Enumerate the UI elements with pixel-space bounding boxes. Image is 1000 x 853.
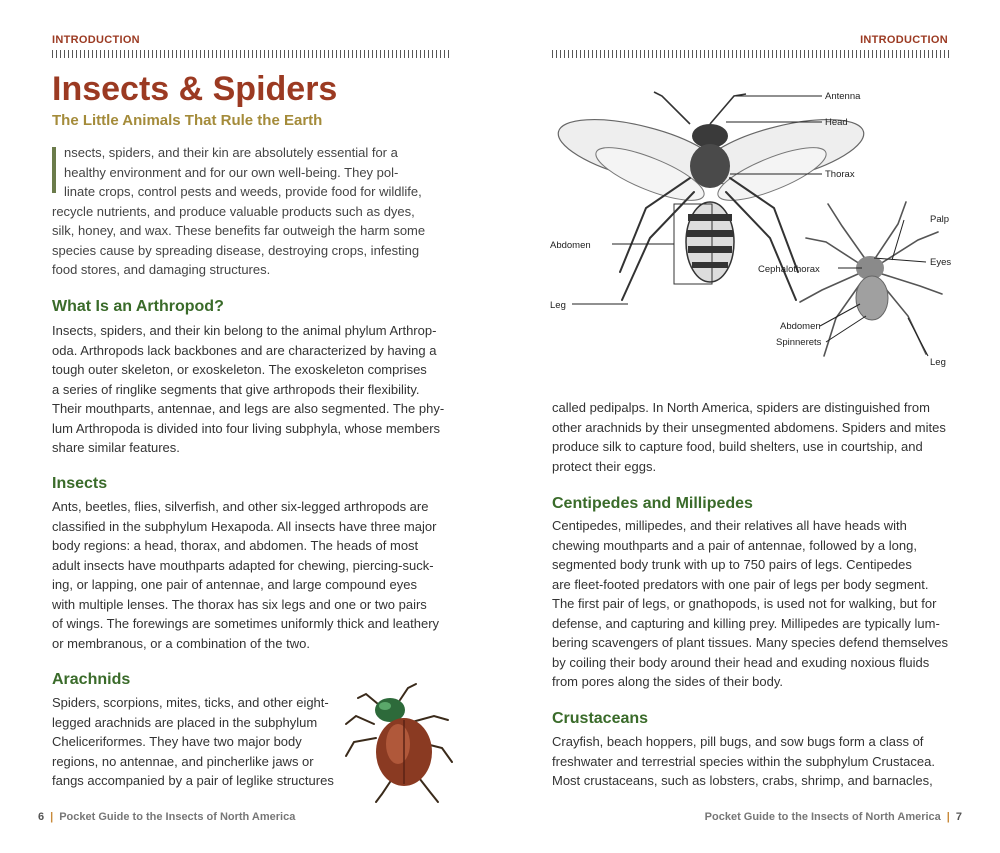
text-line: food stores, and damaging structures. xyxy=(52,262,271,277)
running-header: INTRODUCTION xyxy=(52,34,140,46)
section-body xyxy=(52,693,352,791)
footer-separator: | xyxy=(50,811,54,823)
text-line: linate crops, control pests and weeds, provide food for wildlife, xyxy=(64,184,422,199)
label-leg: Leg xyxy=(550,300,566,311)
label-spinnerets: Spinnerets xyxy=(776,337,822,348)
text-line: recycle nutrients, and produce valuable products such as dyes, xyxy=(52,203,415,219)
section-body xyxy=(552,732,962,791)
label-cephalothorax: Cephalothorax xyxy=(758,264,820,275)
text-line: with multiple lenses. The thorax has six legs and one or two pairs xyxy=(52,596,427,612)
text-line: bering scavengers of plant tissues. Many species defend themselves xyxy=(552,635,948,650)
section-body xyxy=(52,321,462,458)
right-page xyxy=(500,0,1000,853)
text-line: Crayfish, beach hoppers, pill bugs, and sow bugs form a class of xyxy=(552,734,924,749)
text-line: oda. Arthropods lack backbones and are characterized by having a xyxy=(52,342,437,358)
text-line: regions, no antennae, and pincherlike jaws or xyxy=(52,753,314,769)
text-line: The first pair of legs, or gnathopods, is used not for walking, but for xyxy=(552,596,937,611)
text-line: tough outer skeleton, or exoskeleton. The exoskeleton comprises xyxy=(52,362,427,377)
section-body xyxy=(52,497,462,653)
text-line: healthy environment and for our own well-being. They pol- xyxy=(64,164,399,180)
page-footer xyxy=(705,811,962,823)
text-line: Centipedes, millipedes, and their relatives all have heads with xyxy=(552,518,907,533)
text-line: chewing mouthparts and a pair of antennae, followed by a long, xyxy=(552,537,917,553)
text-line: species cause by spreading disease, destroying crops, infesting xyxy=(52,242,420,258)
text-line: Their mouthparts, antennae, and legs are also segmented. The phy- xyxy=(52,401,445,416)
text-line: called pedipalps. In North America, spiders are distinguished from xyxy=(552,400,930,415)
text-line: protect their eggs. xyxy=(552,458,657,474)
text-line: produce silk to capture food, build shelters, use in courtship, and xyxy=(552,439,923,454)
text-line: nsects, spiders, and their kin are absolutely essential for a xyxy=(64,145,398,160)
beetle-illustration xyxy=(338,676,460,806)
label-abdomen: Abdomen xyxy=(780,321,821,332)
label-antenna: Antenna xyxy=(825,91,861,102)
text-line: other arachnids by their unsegmented abdomens. Spiders and mites xyxy=(552,419,946,435)
label-leg: Leg xyxy=(930,357,946,368)
label-thorax: Thorax xyxy=(825,169,855,180)
page-footer xyxy=(38,811,295,823)
text-line: defense, and capturing and killing prey. Millipedes are typically lum- xyxy=(552,615,940,631)
header-rule xyxy=(552,50,950,58)
text-line: lum Arthropoda is divided into four living subphyla, whose members xyxy=(52,420,441,436)
text-line: freshwater and terrestrial species within the subphylum Crustacea. xyxy=(552,753,935,769)
label-palp: Palp xyxy=(930,214,950,225)
section-heading: Insects xyxy=(52,475,108,492)
text-line: Spiders, scorpions, mites, ticks, and other eight- xyxy=(52,695,329,710)
book-title: Pocket Guide to the Insects of North America xyxy=(59,811,296,823)
text-line: ing, or lapping, one pair of antennae, and large compound eyes xyxy=(52,577,417,592)
label-abdomen: Abdomen xyxy=(550,240,591,251)
label-eyes: Eyes xyxy=(930,257,952,268)
text-line: body regions: a head, thorax, and abdomen. The heads of most xyxy=(52,538,419,553)
text-line: of wings. The forewings are sometimes uniformly thick and leathery xyxy=(52,616,440,631)
text-line: share similar features. xyxy=(52,440,180,455)
book-title: Pocket Guide to the Insects of North America xyxy=(704,811,941,823)
text-line: Insects, spiders, and their kin belong to the animal phylum Arthrop- xyxy=(52,323,437,338)
intro-paragraph xyxy=(52,143,452,280)
running-header: INTRODUCTION xyxy=(860,34,948,46)
text-line: Cheliceriformes. They have two major body xyxy=(52,734,302,749)
text-line: Most crustaceans, such as lobsters, crabs, shrimp, and barnacles, xyxy=(552,773,933,788)
section-heading: Centipedes and Millipedes xyxy=(552,495,753,512)
text-line: from pores along the sides of their body. xyxy=(552,674,783,689)
footer-separator: | xyxy=(946,811,950,823)
text-line: legged arachnids are placed in the subphylum xyxy=(52,714,318,730)
page-number: 6 xyxy=(38,811,45,823)
section-heading: Crustaceans xyxy=(552,710,649,727)
section-heading: Arachnids xyxy=(52,671,131,688)
text-line: are fleet-footed predators with one pair of legs per body segment. xyxy=(552,576,929,592)
spider-diagram xyxy=(756,198,956,376)
header-rule xyxy=(52,50,452,58)
text-line: a series of ringlike segments that give arthropods their flexibility. xyxy=(52,381,420,397)
text-line: adult insects have mouthparts adapted for chewing, piercing-suck- xyxy=(52,557,434,573)
text-line: by coiling their body around their head and exuding noxious fluids xyxy=(552,654,930,670)
page-subtitle: The Little Animals That Rule the Earth xyxy=(52,112,323,129)
text-line: Ants, beetles, flies, silverfish, and other six-legged arthropods are xyxy=(52,499,429,514)
page-number: 7 xyxy=(955,811,962,823)
drop-cap-bar xyxy=(52,147,56,193)
label-head: Head xyxy=(825,117,848,128)
text-line: fangs accompanied by a pair of leglike structures xyxy=(52,773,334,788)
continued-paragraph xyxy=(552,398,962,476)
section-heading: What Is an Arthropod? xyxy=(52,298,224,315)
page-title: Insects & Spiders xyxy=(52,70,338,108)
section-body xyxy=(552,516,962,692)
text-line: classified in the subphylum Hexapoda. All insects have three major xyxy=(52,518,437,534)
text-line: silk, honey, and wax. These benefits far outweigh the harm some xyxy=(52,223,426,238)
text-line: or membranous, or a combination of the two. xyxy=(52,635,310,651)
text-line: segmented body trunk with up to 750 pairs of legs. Centipedes xyxy=(552,557,912,572)
